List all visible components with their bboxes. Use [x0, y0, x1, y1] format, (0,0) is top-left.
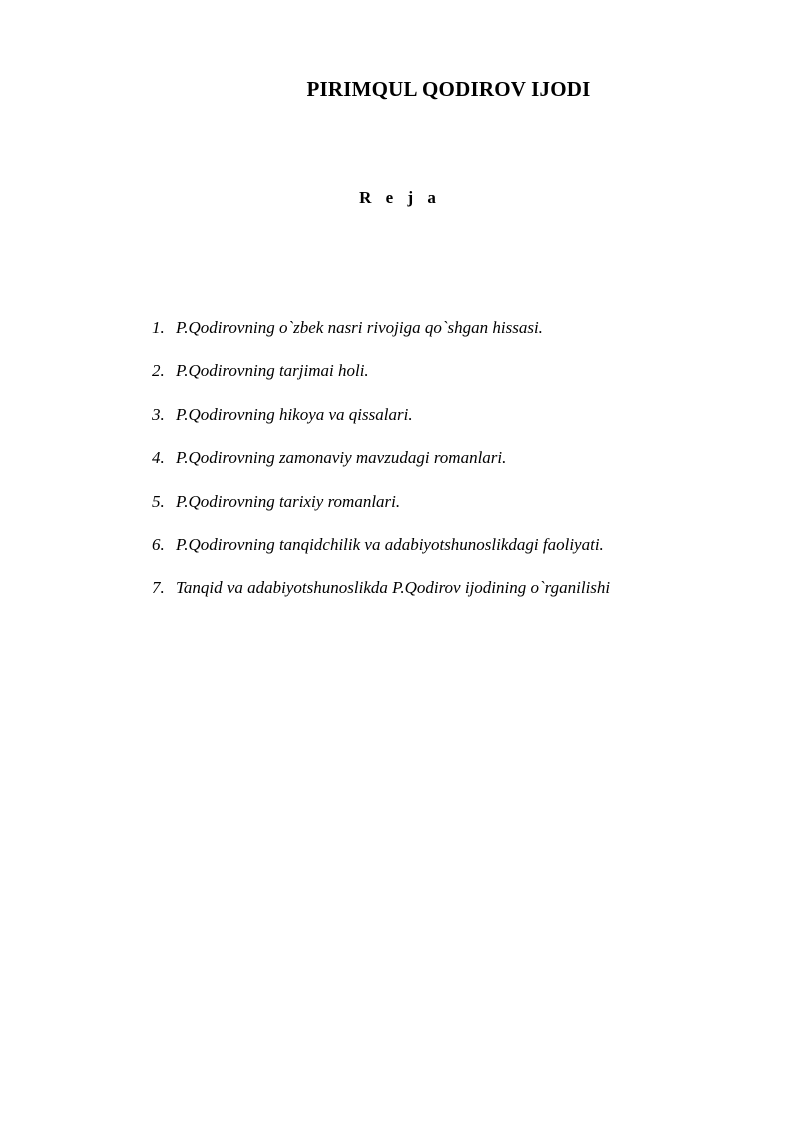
plan-item-text: Tanqid va adabiyotshunoslikda P.Qodirov ijodining o`rganilishi — [176, 578, 611, 598]
plan-heading: R e j a — [359, 188, 441, 207]
plan-item-number: 4. — [152, 448, 165, 468]
plan-item — [152, 492, 772, 535]
plan-item — [152, 361, 772, 404]
plan-item-number: 5. — [152, 491, 165, 511]
plan-item-text: P.Qodirovning tarixiy romanlari. — [176, 491, 401, 511]
plan-item — [152, 535, 772, 578]
plan-item — [152, 448, 772, 491]
plan-list — [152, 318, 772, 622]
plan-item-number: 7. — [152, 578, 165, 598]
plan-item — [152, 318, 772, 361]
plan-item-text: P.Qodirovning o`zbek nasri rivojiga qo`shgan hissasi. — [176, 318, 543, 337]
plan-item-number: 3. — [152, 404, 165, 424]
plan-item-text: P.Qodirovning tarjimai holi. — [176, 361, 369, 381]
plan-item-number: 1. — [152, 318, 165, 337]
plan-item-number: 2. — [152, 361, 165, 381]
plan-item — [152, 578, 772, 621]
plan-item-text: P.Qodirovning hikoya va qissalari. — [176, 404, 413, 424]
plan-item-number: 6. — [152, 534, 165, 554]
plan-item — [152, 405, 772, 448]
plan-item-text: P.Qodirovning zamonaviy mavzudagi romanlari. — [176, 448, 507, 468]
document-title: PIRIMQUL QODIROV IJODI — [306, 77, 591, 101]
plan-item-text: P.Qodirovning tanqidchilik va adabiyotshunoslikdagi faoliyati. — [176, 534, 604, 554]
